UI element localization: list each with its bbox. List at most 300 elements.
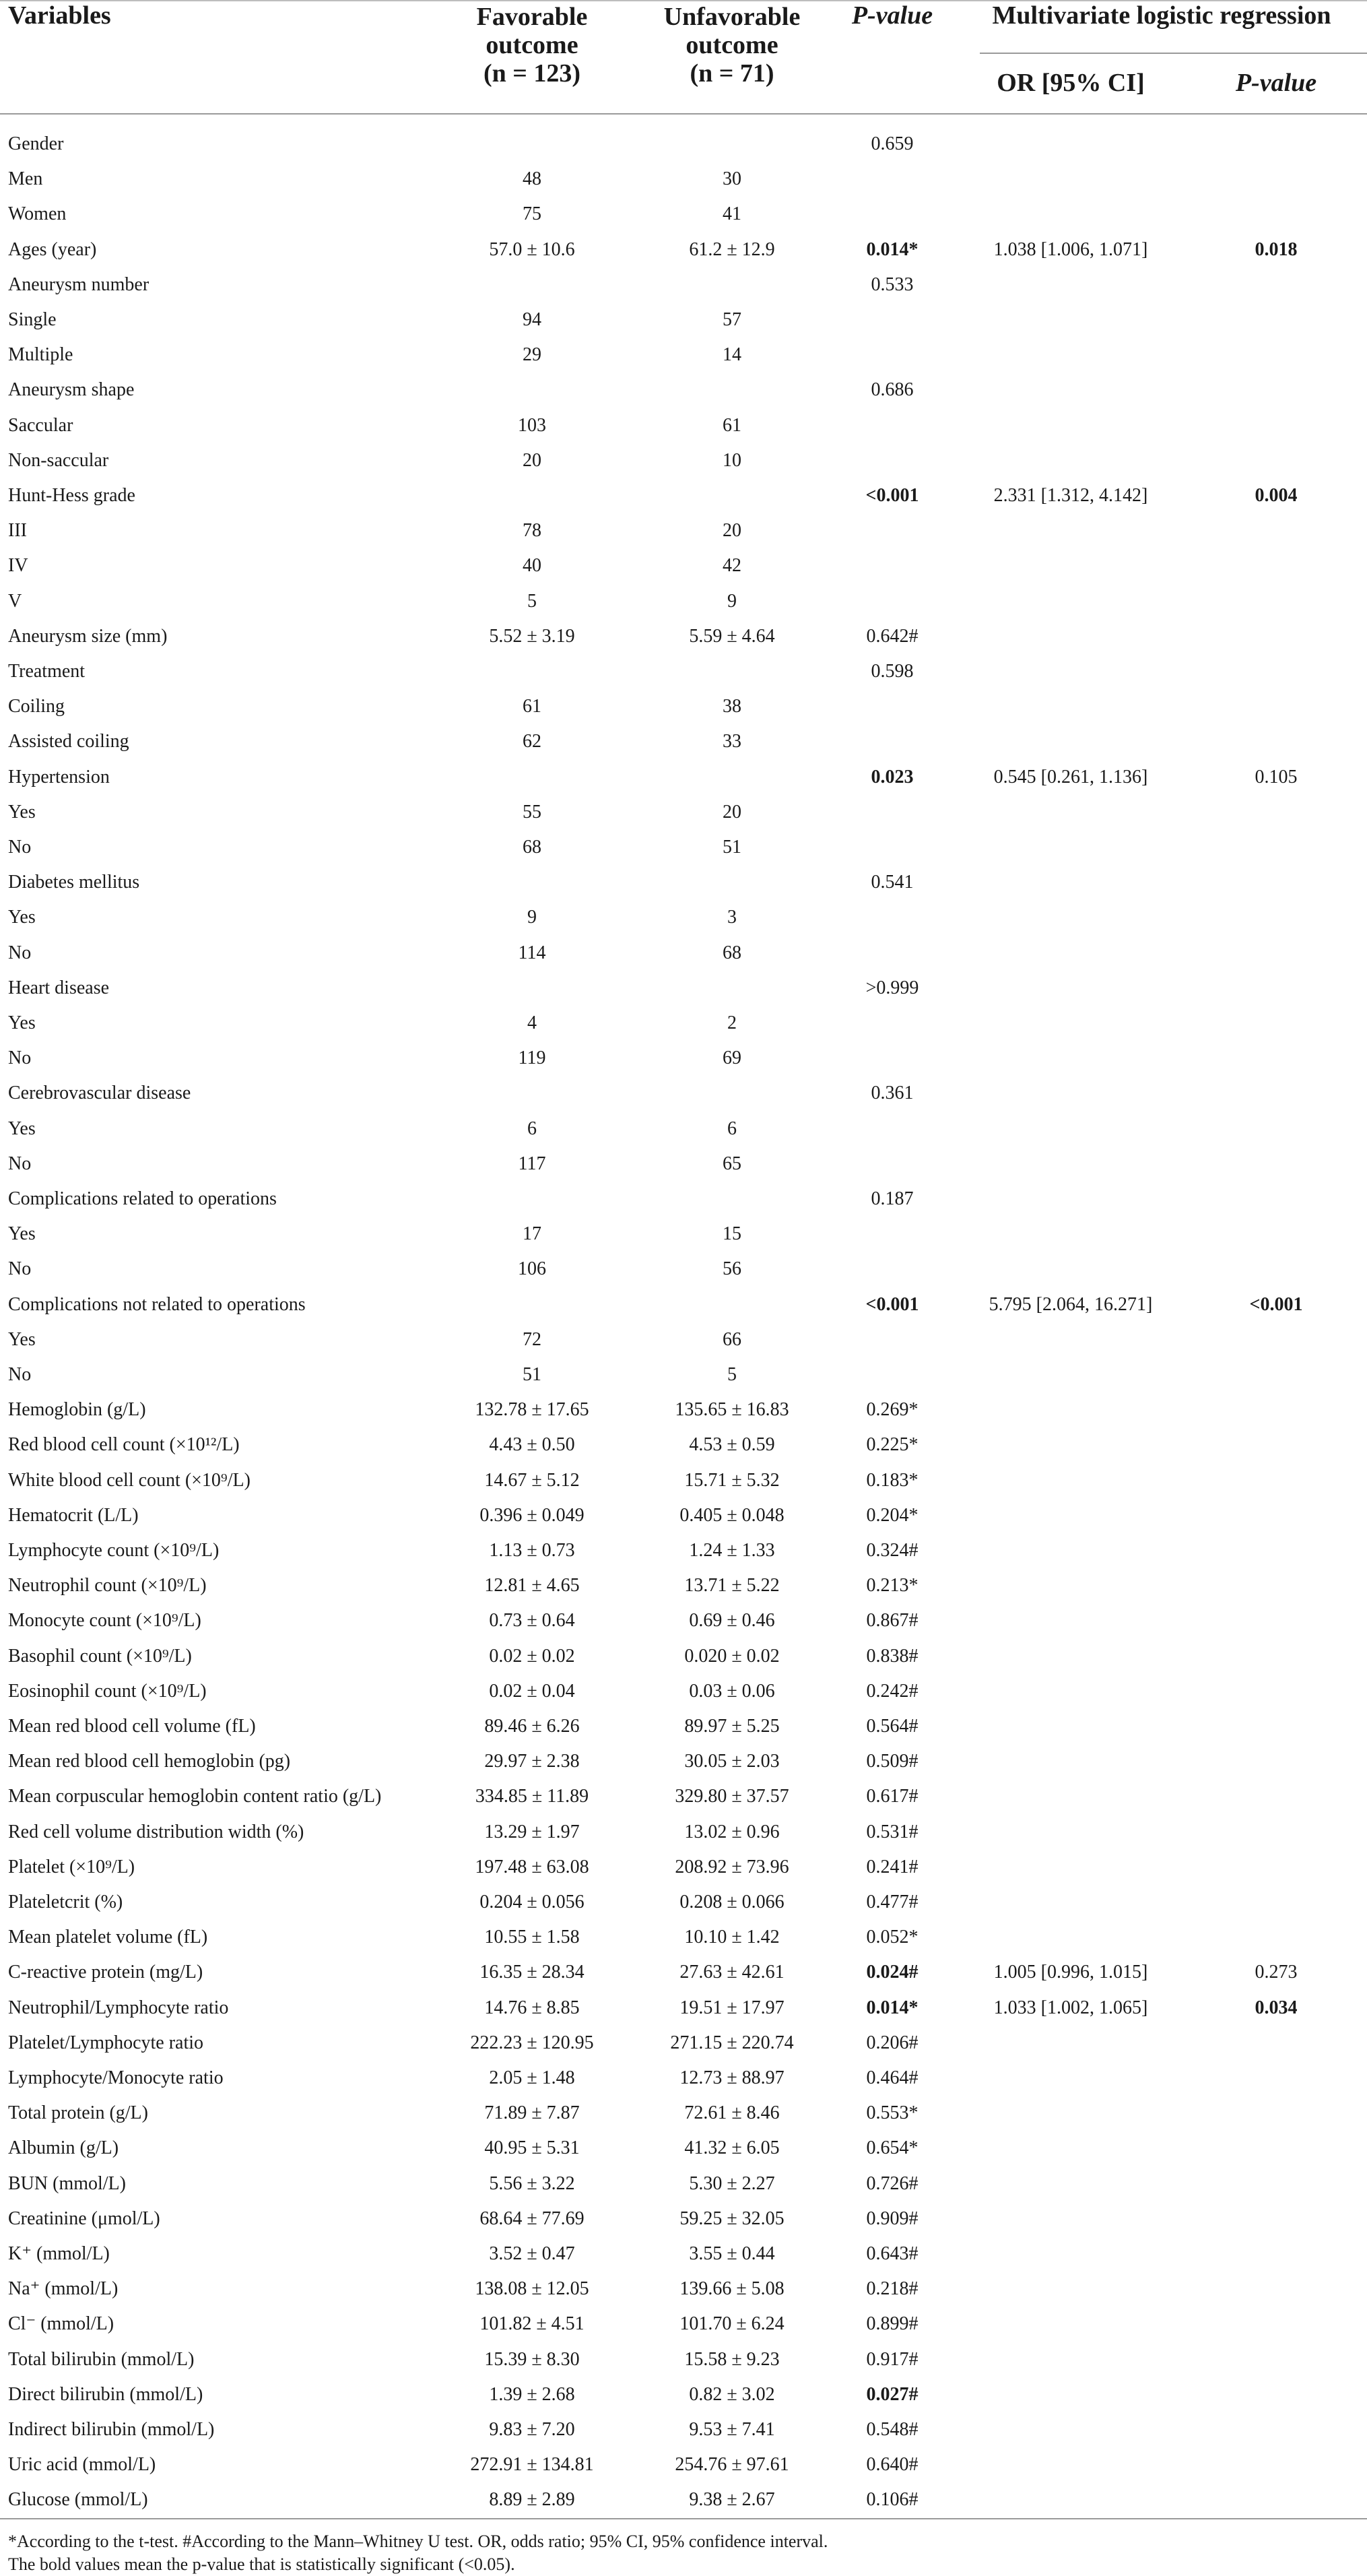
or-ci-cell bbox=[956, 1498, 1185, 1533]
unfavorable-cell: 20 bbox=[723, 801, 741, 823]
pvalue-cell: 0.553* bbox=[866, 2102, 919, 2124]
bottom-rule bbox=[0, 2518, 1367, 2519]
table-row bbox=[0, 2201, 1367, 2236]
favorable-cell: 94 bbox=[523, 309, 541, 330]
or-ci-cell bbox=[956, 1885, 1185, 1920]
variable-cell: Complications not related to operations bbox=[8, 1293, 306, 1315]
favorable-cell: 14.76 ± 8.85 bbox=[484, 1997, 580, 2018]
mv-pvalue-cell bbox=[1185, 1252, 1367, 1287]
pvalue-cell: 0.241# bbox=[866, 1856, 919, 1877]
or-ci-cell bbox=[956, 654, 1185, 689]
pvalue-cell: 0.531# bbox=[866, 1821, 919, 1842]
unfavorable-cell: 59.25 ± 32.05 bbox=[679, 2208, 785, 2229]
unfavorable-cell: 15.58 ± 9.23 bbox=[684, 2348, 780, 2370]
or-ci-cell bbox=[956, 1041, 1185, 1076]
mv-pvalue-cell bbox=[1185, 1603, 1367, 1638]
unfavorable-cell: 3 bbox=[727, 907, 737, 928]
or-ci-cell bbox=[956, 2096, 1185, 2131]
mv-pvalue-cell bbox=[1185, 2412, 1367, 2447]
variable-cell: No bbox=[8, 942, 32, 963]
favorable-cell: 222.23 ± 120.95 bbox=[470, 2032, 594, 2053]
variable-cell: Direct bilirubin (mmol/L) bbox=[8, 2383, 203, 2405]
variable-cell: Yes bbox=[8, 1118, 36, 1139]
mv-pvalue-cell bbox=[1185, 1850, 1367, 1885]
pvalue-cell: 0.726# bbox=[866, 2172, 919, 2194]
unfavorable-cell bbox=[614, 760, 850, 795]
variable-cell: Lymphocyte/Monocyte ratio bbox=[8, 2067, 224, 2088]
variable-cell: IV bbox=[8, 555, 28, 577]
mv-pvalue-cell bbox=[1185, 2201, 1367, 2236]
table-row bbox=[0, 2096, 1367, 2131]
variable-cell: Cerebrovascular disease bbox=[8, 1083, 191, 1104]
pvalue-cell bbox=[828, 1112, 956, 1147]
table-row bbox=[0, 1006, 1367, 1041]
favorable-cell: 71.89 ± 7.87 bbox=[484, 2102, 580, 2124]
favorable-cell bbox=[418, 127, 646, 162]
favorable-cell: 334.85 ± 11.89 bbox=[475, 1786, 589, 1807]
header-unfavorable: Unfavorable outcome (n = 71) bbox=[663, 3, 801, 88]
unfavorable-cell: 101.70 ± 6.24 bbox=[679, 2313, 785, 2335]
favorable-cell: 138.08 ± 12.05 bbox=[475, 2278, 589, 2300]
mv-pvalue-cell bbox=[1185, 2272, 1367, 2307]
table-row bbox=[0, 1217, 1367, 1252]
or-ci-cell bbox=[956, 1357, 1185, 1392]
or-ci-cell bbox=[956, 1392, 1185, 1427]
header-mv-pvalue: P-value bbox=[1235, 69, 1317, 97]
mv-pvalue-cell bbox=[1185, 2377, 1367, 2412]
mv-pvalue-cell bbox=[1185, 1568, 1367, 1603]
favorable-cell: 68 bbox=[523, 837, 541, 858]
unfavorable-cell: 61 bbox=[723, 414, 741, 436]
pvalue-cell: 0.654* bbox=[866, 2137, 919, 2159]
table-row bbox=[0, 584, 1367, 619]
table-row bbox=[0, 1112, 1367, 1147]
mv-pvalue-cell bbox=[1185, 337, 1367, 373]
mv-pvalue-cell bbox=[1185, 2166, 1367, 2201]
mv-pvalue-cell bbox=[1185, 900, 1367, 935]
mv-pvalue-cell bbox=[1185, 1357, 1367, 1392]
favorable-cell: 72 bbox=[523, 1328, 541, 1350]
favorable-cell: 40 bbox=[523, 555, 541, 577]
unfavorable-cell: 4.53 ± 0.59 bbox=[689, 1434, 775, 1456]
or-ci-cell bbox=[956, 830, 1185, 865]
table-row bbox=[0, 1920, 1367, 1955]
or-ci-cell bbox=[956, 162, 1185, 197]
mv-pvalue-cell bbox=[1185, 2131, 1367, 2166]
favorable-cell: 197.48 ± 63.08 bbox=[475, 1856, 589, 1877]
table-row bbox=[0, 795, 1367, 830]
table-row bbox=[0, 1779, 1367, 1814]
mv-pvalue-cell bbox=[1185, 1639, 1367, 1674]
favorable-cell: 15.39 ± 8.30 bbox=[484, 2348, 580, 2370]
unfavorable-cell: 1.24 ± 1.33 bbox=[689, 1540, 775, 1561]
table-row bbox=[0, 724, 1367, 759]
pvalue-cell: 0.269* bbox=[866, 1399, 919, 1421]
table-row bbox=[0, 1182, 1367, 1217]
pvalue-cell: 0.204* bbox=[866, 1504, 919, 1526]
variable-cell: Mean platelet volume (fL) bbox=[8, 1927, 208, 1948]
mv-pvalue-cell bbox=[1185, 1674, 1367, 1709]
pvalue-cell: 0.218# bbox=[866, 2278, 919, 2300]
variable-cell: No bbox=[8, 1153, 32, 1174]
mv-pvalue-cell: 0.004 bbox=[1255, 485, 1298, 506]
table-row bbox=[0, 760, 1367, 795]
variable-cell: Complications related to operations bbox=[8, 1188, 277, 1209]
mv-pvalue-cell: 0.034 bbox=[1255, 1997, 1298, 2018]
unfavorable-cell: 0.208 ± 0.066 bbox=[679, 1892, 785, 1912]
or-ci-cell bbox=[956, 1076, 1185, 1111]
variable-cell: Heart disease bbox=[8, 977, 110, 998]
table-row bbox=[0, 1639, 1367, 1674]
mv-pvalue-cell bbox=[1185, 830, 1367, 865]
favorable-cell: 106 bbox=[518, 1258, 546, 1280]
favorable-cell: 272.91 ± 134.81 bbox=[470, 2454, 594, 2476]
variable-cell: Men bbox=[8, 168, 43, 190]
favorable-cell bbox=[418, 654, 646, 689]
mv-pvalue-cell bbox=[1185, 1815, 1367, 1850]
unfavorable-cell: 15.71 ± 5.32 bbox=[684, 1469, 780, 1491]
mv-pvalue-cell bbox=[1185, 302, 1367, 337]
variable-cell: Yes bbox=[8, 907, 36, 928]
table-row bbox=[0, 1498, 1367, 1533]
unfavorable-cell: 72.61 ± 8.46 bbox=[684, 2102, 780, 2124]
table-row bbox=[0, 1991, 1367, 2026]
pvalue-cell bbox=[828, 724, 956, 759]
unfavorable-cell: 30 bbox=[723, 168, 741, 190]
pvalue-cell bbox=[828, 1252, 956, 1287]
or-ci-cell bbox=[956, 2061, 1185, 2096]
unfavorable-cell: 5.30 ± 2.27 bbox=[689, 2172, 775, 2194]
pvalue-cell: 0.014* bbox=[866, 1997, 919, 2018]
favorable-cell: 51 bbox=[523, 1364, 541, 1385]
pvalue-cell bbox=[828, 900, 956, 935]
or-ci-cell bbox=[956, 1252, 1185, 1287]
favorable-cell bbox=[418, 1076, 646, 1111]
variable-cell: No bbox=[8, 1048, 32, 1069]
unfavorable-cell: 12.73 ± 88.97 bbox=[679, 2067, 785, 2088]
mv-pvalue-cell bbox=[1185, 2307, 1367, 2342]
unfavorable-cell: 20 bbox=[723, 520, 741, 542]
variable-cell: Mean red blood cell hemoglobin (pg) bbox=[8, 1751, 291, 1772]
or-ci-cell: 1.038 [1.006, 1.071] bbox=[993, 238, 1148, 260]
variable-cell: Albumin (g/L) bbox=[8, 2137, 119, 2159]
pvalue-cell bbox=[828, 936, 956, 971]
table-row bbox=[0, 443, 1367, 478]
or-ci-cell bbox=[956, 1427, 1185, 1462]
unfavorable-cell: 57 bbox=[723, 309, 741, 330]
unfavorable-cell: 139.66 ± 5.08 bbox=[679, 2278, 785, 2300]
pvalue-cell: 0.917# bbox=[866, 2348, 919, 2370]
pvalue-cell: <0.001 bbox=[865, 485, 919, 506]
pvalue-cell: 0.213* bbox=[866, 1575, 919, 1597]
variable-cell: C-reactive protein (mg/L) bbox=[8, 1962, 203, 1983]
header-variables: Variables bbox=[8, 1, 111, 30]
table-row bbox=[0, 619, 1367, 654]
mv-pvalue-cell bbox=[1185, 267, 1367, 302]
pvalue-cell: 0.023 bbox=[871, 766, 914, 787]
unfavorable-cell bbox=[614, 478, 850, 513]
table-row bbox=[0, 1885, 1367, 1920]
table-row bbox=[0, 162, 1367, 197]
favorable-cell bbox=[418, 760, 646, 795]
pvalue-cell: 0.643# bbox=[866, 2243, 919, 2264]
or-ci-cell bbox=[956, 1920, 1185, 1955]
pvalue-cell bbox=[828, 689, 956, 724]
unfavorable-cell: 33 bbox=[723, 731, 741, 752]
unfavorable-cell: 68 bbox=[723, 942, 741, 963]
or-ci-cell bbox=[956, 1006, 1185, 1041]
or-ci-cell bbox=[956, 2307, 1185, 2342]
table-row bbox=[0, 2236, 1367, 2272]
table-row bbox=[0, 302, 1367, 337]
table-row bbox=[0, 1357, 1367, 1392]
table-row bbox=[0, 2342, 1367, 2377]
unfavorable-cell: 0.69 ± 0.46 bbox=[689, 1610, 775, 1632]
table-row bbox=[0, 1147, 1367, 1182]
table-row bbox=[0, 2412, 1367, 2447]
favorable-cell: 1.39 ± 2.68 bbox=[489, 2383, 575, 2405]
variable-cell: Red cell volume distribution width (%) bbox=[8, 1821, 304, 1842]
pvalue-cell bbox=[828, 443, 956, 478]
unfavorable-cell: 3.55 ± 0.44 bbox=[689, 2243, 775, 2264]
favorable-cell: 4 bbox=[527, 1012, 537, 1033]
or-ci-cell bbox=[956, 865, 1185, 900]
mv-pvalue-cell bbox=[1185, 1779, 1367, 1814]
footnote-1: *According to the t-test. #According to the Mann–Whitney U test. OR, odds ratio; 95% CI, 95% confidence interval. bbox=[8, 2532, 828, 2551]
variable-cell: Hemoglobin (g/L) bbox=[8, 1399, 146, 1421]
mv-pvalue-cell bbox=[1185, 162, 1367, 197]
mv-pvalue-cell bbox=[1185, 1006, 1367, 1041]
pvalue-cell: 0.564# bbox=[866, 1716, 919, 1737]
favorable-cell: 57.0 ± 10.6 bbox=[489, 238, 575, 260]
variable-cell: Single bbox=[8, 309, 57, 330]
unfavorable-cell bbox=[614, 1182, 850, 1217]
unfavorable-cell: 30.05 ± 2.03 bbox=[684, 1751, 780, 1772]
or-ci-cell bbox=[956, 2236, 1185, 2272]
favorable-cell bbox=[418, 373, 646, 408]
favorable-cell: 114 bbox=[518, 942, 546, 963]
table-row bbox=[0, 1744, 1367, 1779]
table-row bbox=[0, 1463, 1367, 1498]
mv-pvalue-cell bbox=[1185, 127, 1367, 162]
favorable-cell: 75 bbox=[523, 203, 541, 225]
unfavorable-cell: 135.65 ± 16.83 bbox=[675, 1399, 789, 1421]
variable-cell: K⁺ (mmol/L) bbox=[8, 2243, 110, 2264]
mv-pvalue-cell bbox=[1185, 1182, 1367, 1217]
or-ci-cell bbox=[956, 1850, 1185, 1885]
variable-cell: Cl⁻ (mmol/L) bbox=[8, 2313, 114, 2335]
unfavorable-cell: 0.405 ± 0.048 bbox=[679, 1504, 785, 1526]
favorable-cell: 89.46 ± 6.26 bbox=[484, 1716, 580, 1737]
or-ci-cell bbox=[956, 936, 1185, 971]
table-row bbox=[0, 2482, 1367, 2517]
variable-cell: Monocyte count (×10⁹/L) bbox=[8, 1610, 201, 1632]
pvalue-cell bbox=[828, 795, 956, 830]
favorable-cell bbox=[418, 1182, 646, 1217]
unfavorable-cell: 13.71 ± 5.22 bbox=[684, 1575, 780, 1597]
variable-cell: III bbox=[8, 520, 27, 542]
pvalue-cell: 0.464# bbox=[866, 2067, 919, 2088]
or-ci-cell bbox=[956, 1147, 1185, 1182]
unfavorable-cell: 329.80 ± 37.57 bbox=[675, 1786, 789, 1807]
table-row bbox=[0, 373, 1367, 408]
pvalue-cell bbox=[828, 408, 956, 443]
unfavorable-cell: 89.97 ± 5.25 bbox=[684, 1716, 780, 1737]
favorable-cell: 61 bbox=[523, 696, 541, 717]
unfavorable-cell: 14 bbox=[723, 344, 741, 366]
unfavorable-cell bbox=[614, 373, 850, 408]
pvalue-cell: 0.206# bbox=[866, 2032, 919, 2053]
variable-cell: Yes bbox=[8, 1012, 36, 1033]
favorable-cell bbox=[418, 1287, 646, 1322]
pvalue-cell bbox=[828, 1147, 956, 1182]
favorable-cell: 16.35 ± 28.34 bbox=[479, 1962, 585, 1983]
favorable-cell: 55 bbox=[523, 801, 541, 823]
pvalue-cell: 0.024# bbox=[866, 1962, 919, 1983]
table-row bbox=[0, 654, 1367, 689]
variable-cell: BUN (mmol/L) bbox=[8, 2172, 126, 2194]
mv-pvalue-cell bbox=[1185, 548, 1367, 583]
or-ci-cell bbox=[956, 900, 1185, 935]
favorable-cell: 9 bbox=[527, 907, 537, 928]
unfavorable-cell: 13.02 ± 0.96 bbox=[684, 1821, 780, 1842]
pvalue-cell bbox=[828, 1322, 956, 1357]
mv-pvalue-cell bbox=[1185, 1392, 1367, 1427]
variable-cell: Hypertension bbox=[8, 766, 110, 787]
or-ci-cell bbox=[956, 1603, 1185, 1638]
or-ci-cell bbox=[956, 2377, 1185, 2412]
variable-cell: Hunt-Hess grade bbox=[8, 485, 135, 506]
or-ci-cell bbox=[956, 1112, 1185, 1147]
unfavorable-cell: 254.76 ± 97.61 bbox=[675, 2454, 789, 2476]
unfavorable-cell: 41 bbox=[723, 203, 741, 225]
variable-cell: Total bilirubin (mmol/L) bbox=[8, 2348, 195, 2370]
pvalue-cell: 0.477# bbox=[866, 1892, 919, 1912]
or-ci-cell: 5.795 [2.064, 16.271] bbox=[989, 1293, 1153, 1315]
pvalue-cell: 0.106# bbox=[866, 2489, 919, 2511]
pvalue-cell bbox=[828, 337, 956, 373]
unfavorable-cell bbox=[614, 267, 850, 302]
or-ci-cell bbox=[956, 548, 1185, 583]
favorable-cell: 14.67 ± 5.12 bbox=[484, 1469, 580, 1491]
pvalue-cell bbox=[828, 584, 956, 619]
mv-pvalue-cell bbox=[1185, 1217, 1367, 1252]
favorable-cell: 29 bbox=[523, 344, 541, 366]
unfavorable-cell: 0.82 ± 3.02 bbox=[689, 2383, 775, 2405]
header-favorable: Favorable outcome (n = 123) bbox=[476, 3, 588, 88]
pvalue-cell bbox=[828, 1217, 956, 1252]
table-row bbox=[0, 1850, 1367, 1885]
mv-pvalue-cell: 0.273 bbox=[1255, 1962, 1298, 1983]
or-ci-cell bbox=[956, 2026, 1185, 2061]
variable-cell: No bbox=[8, 837, 32, 858]
favorable-cell bbox=[418, 478, 646, 513]
unfavorable-cell: 51 bbox=[723, 837, 741, 858]
mv-pvalue-cell bbox=[1185, 1147, 1367, 1182]
pvalue-cell: 0.899# bbox=[866, 2313, 919, 2335]
favorable-cell bbox=[418, 267, 646, 302]
pvalue-cell: 0.598 bbox=[871, 661, 914, 682]
unfavorable-cell: 5.59 ± 4.64 bbox=[689, 625, 775, 647]
variable-cell: Total protein (g/L) bbox=[8, 2102, 148, 2124]
favorable-cell: 78 bbox=[523, 520, 541, 542]
mv-pvalue-cell: <0.001 bbox=[1249, 1293, 1303, 1315]
favorable-cell: 8.89 ± 2.89 bbox=[489, 2489, 575, 2511]
favorable-cell: 5.56 ± 3.22 bbox=[489, 2172, 575, 2194]
multivariate-rule bbox=[980, 53, 1367, 54]
mv-pvalue-cell bbox=[1185, 1463, 1367, 1498]
or-ci-cell bbox=[956, 1674, 1185, 1709]
unfavorable-cell: 0.020 ± 0.02 bbox=[684, 1645, 780, 1667]
unfavorable-cell: 61.2 ± 12.9 bbox=[689, 238, 775, 260]
or-ci-cell bbox=[956, 2482, 1185, 2517]
mv-pvalue-cell bbox=[1185, 2026, 1367, 2061]
header-or-ci: OR [95% CI] bbox=[997, 69, 1145, 97]
favorable-cell: 48 bbox=[523, 168, 541, 190]
or-ci-cell bbox=[956, 1533, 1185, 1568]
pvalue-cell: 0.052* bbox=[866, 1927, 919, 1948]
pvalue-cell: 0.617# bbox=[866, 1786, 919, 1807]
or-ci-cell bbox=[956, 795, 1185, 830]
favorable-cell: 3.52 ± 0.47 bbox=[489, 2243, 575, 2264]
table-row bbox=[0, 1252, 1367, 1287]
table-row bbox=[0, 1603, 1367, 1638]
pvalue-cell bbox=[828, 1041, 956, 1076]
table-row bbox=[0, 548, 1367, 583]
mv-pvalue-cell bbox=[1185, 1744, 1367, 1779]
variable-cell: Yes bbox=[8, 1223, 36, 1245]
mv-pvalue-cell bbox=[1185, 865, 1367, 900]
table-row bbox=[0, 1392, 1367, 1427]
unfavorable-cell: 19.51 ± 17.97 bbox=[679, 1997, 785, 2018]
favorable-cell: 5 bbox=[527, 590, 537, 612]
pvalue-cell: 0.541 bbox=[871, 872, 914, 893]
favorable-cell: 1.13 ± 0.73 bbox=[489, 1540, 575, 1561]
variable-cell: Eosinophil count (×10⁹/L) bbox=[8, 1680, 207, 1702]
unfavorable-cell: 41.32 ± 6.05 bbox=[684, 2137, 780, 2159]
or-ci-cell: 0.545 [0.261, 1.136] bbox=[993, 766, 1148, 787]
unfavorable-cell: 208.92 ± 73.96 bbox=[675, 1856, 789, 1877]
unfavorable-cell: 10.10 ± 1.42 bbox=[684, 1927, 780, 1948]
table-row bbox=[0, 197, 1367, 232]
variable-cell: Glucose (mmol/L) bbox=[8, 2489, 148, 2511]
variable-cell: Aneurysm size (mm) bbox=[8, 625, 168, 647]
table-row bbox=[0, 513, 1367, 548]
variable-cell: Creatinine (μmol/L) bbox=[8, 2208, 160, 2229]
mv-pvalue-cell bbox=[1185, 689, 1367, 724]
pvalue-cell: 0.324# bbox=[866, 1540, 919, 1561]
or-ci-cell bbox=[956, 724, 1185, 759]
favorable-cell: 101.82 ± 4.51 bbox=[479, 2313, 585, 2335]
variable-cell: Platelet (×10⁹/L) bbox=[8, 1856, 135, 1877]
mv-pvalue-cell bbox=[1185, 373, 1367, 408]
pvalue-cell: <0.001 bbox=[865, 1293, 919, 1315]
variable-cell: Na⁺ (mmol/L) bbox=[8, 2278, 119, 2300]
or-ci-cell: 1.033 [1.002, 1.065] bbox=[993, 1997, 1148, 2018]
favorable-cell bbox=[418, 865, 646, 900]
or-ci-cell bbox=[956, 2272, 1185, 2307]
pvalue-cell: 0.242# bbox=[866, 1680, 919, 1702]
table-row bbox=[0, 1041, 1367, 1076]
pvalue-cell: 0.533 bbox=[871, 273, 914, 295]
favorable-cell: 132.78 ± 17.65 bbox=[475, 1399, 589, 1421]
mv-pvalue-cell bbox=[1185, 197, 1367, 232]
variable-cell: Saccular bbox=[8, 414, 73, 436]
pvalue-cell: 0.509# bbox=[866, 1751, 919, 1772]
or-ci-cell bbox=[956, 1182, 1185, 1217]
mv-pvalue-cell bbox=[1185, 2482, 1367, 2517]
unfavorable-cell: 5 bbox=[727, 1364, 737, 1385]
